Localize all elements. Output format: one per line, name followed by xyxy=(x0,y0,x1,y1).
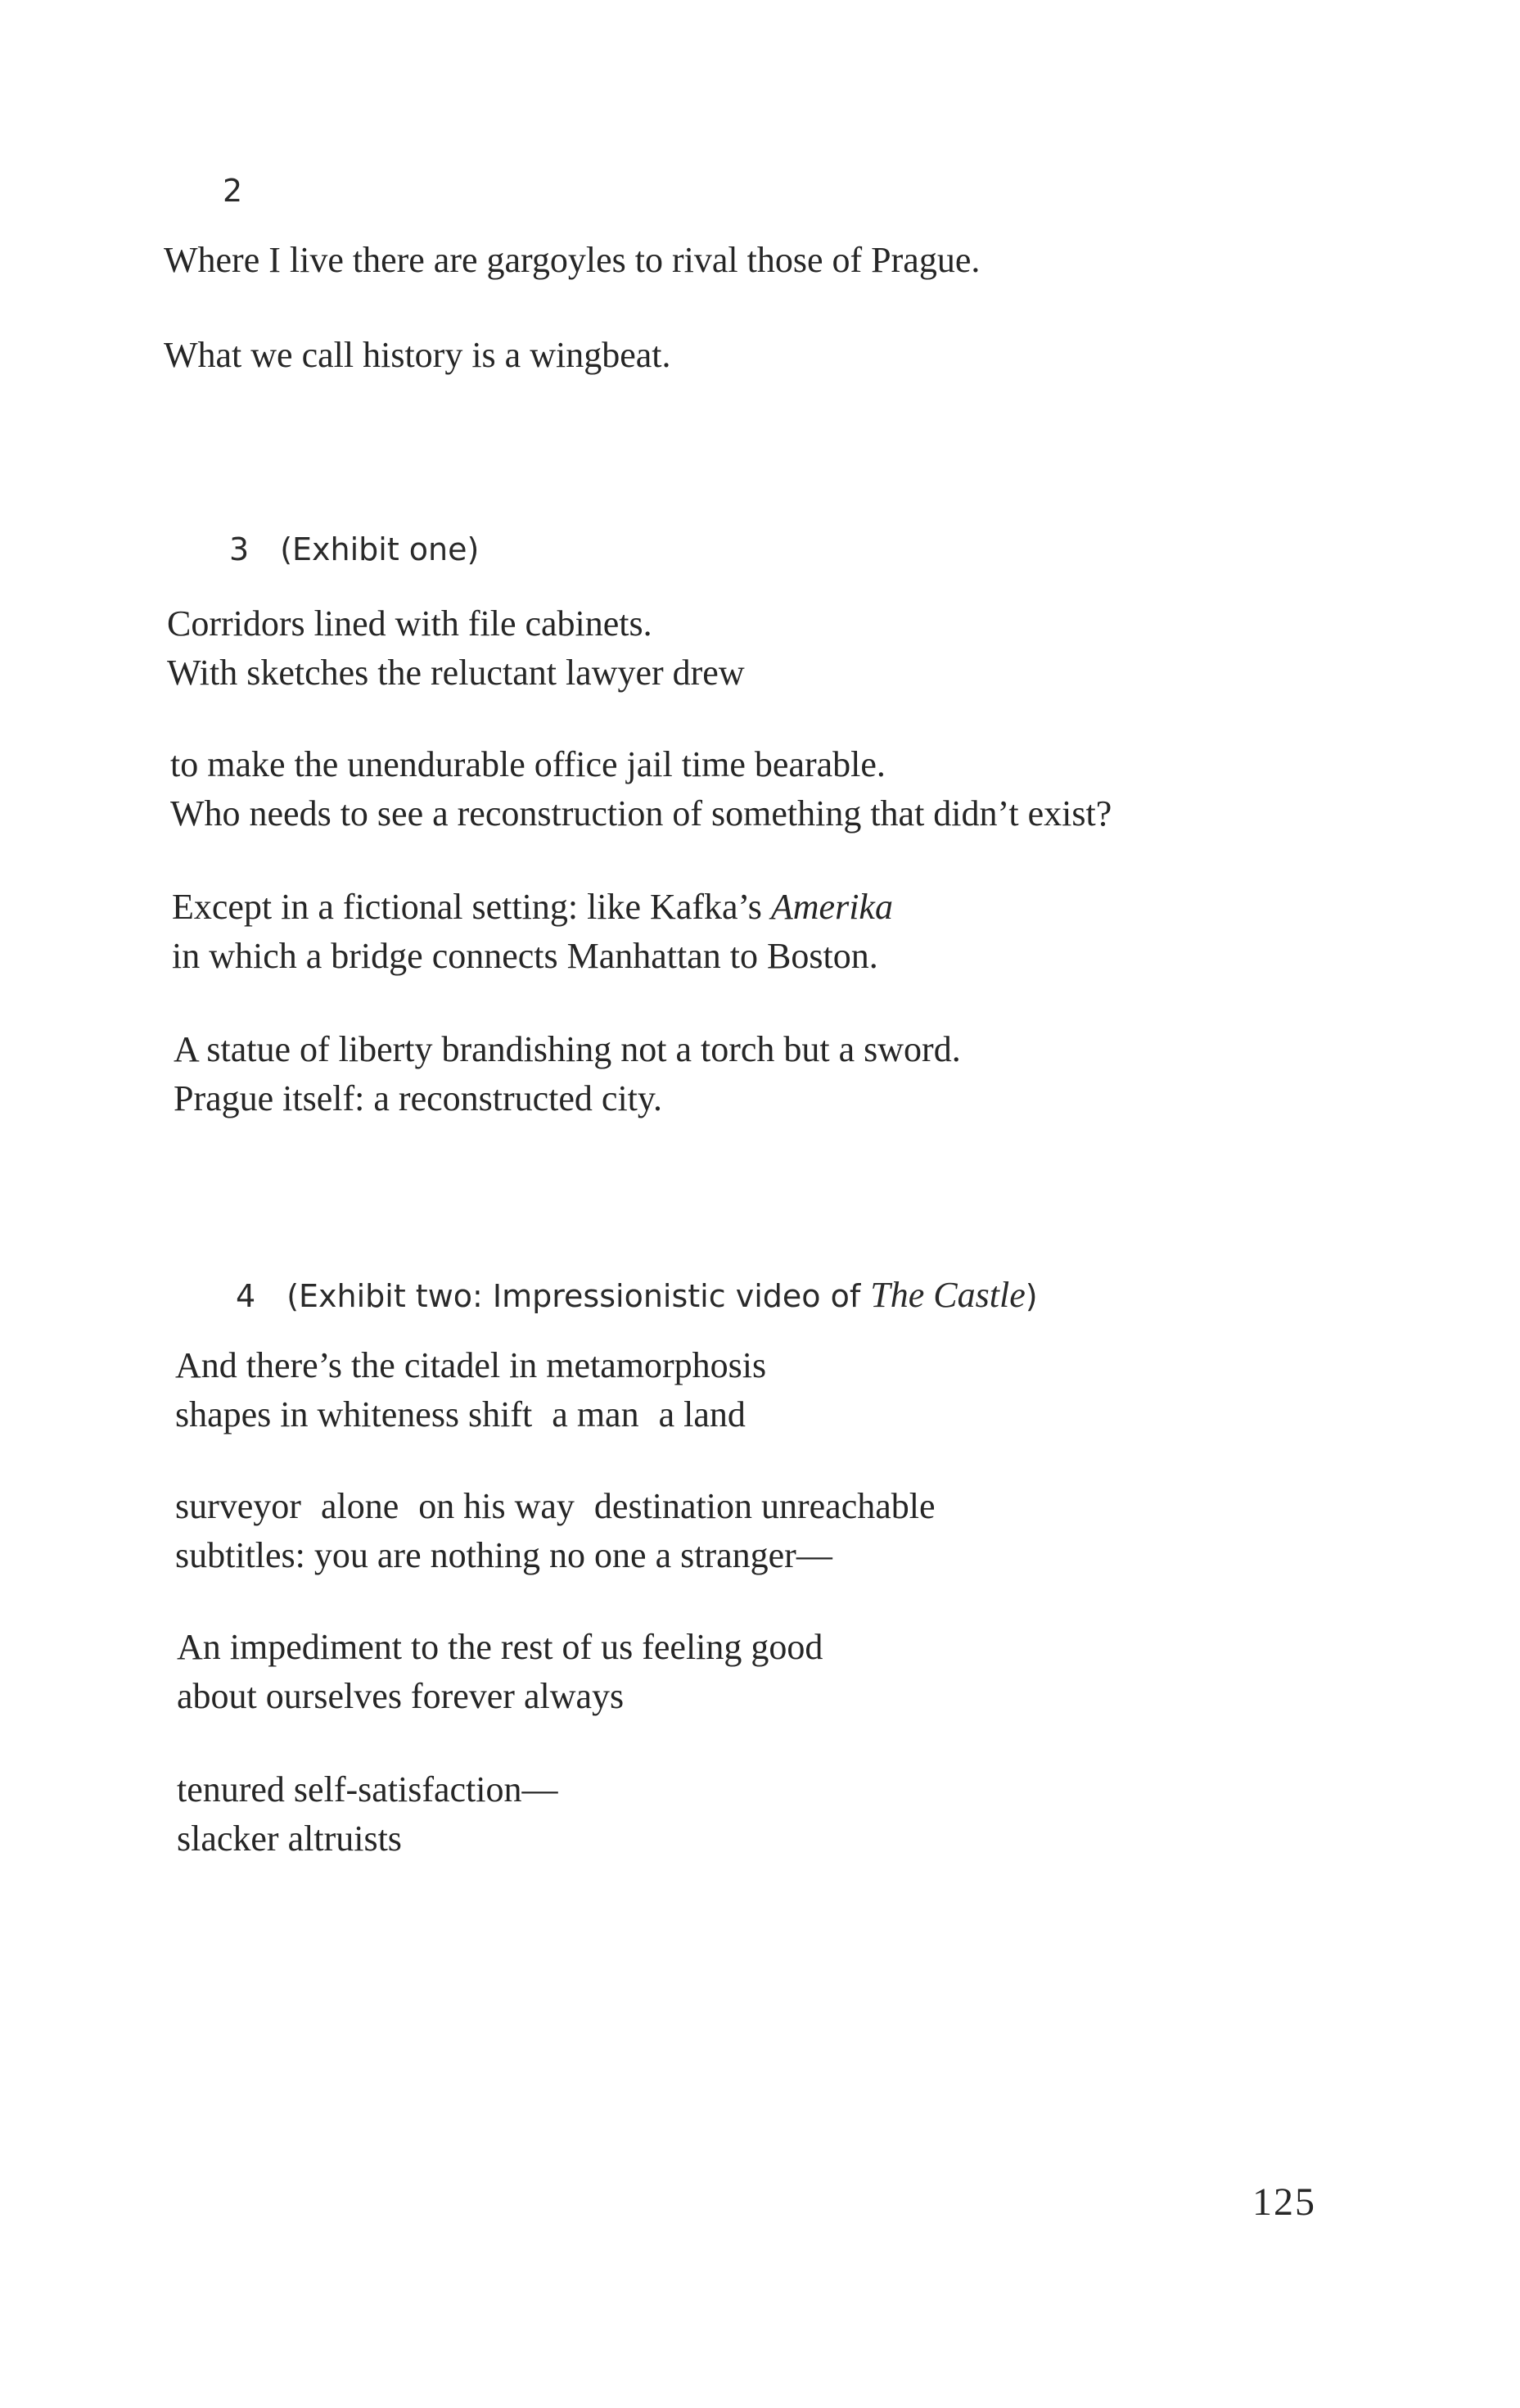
poem-fragment: destination unreachable xyxy=(593,1486,936,1526)
poem-line: subtitles: you are nothing no one a stranger— xyxy=(175,1535,832,1575)
poem-line-text: Except in a fictional setting: like Kafka’s xyxy=(172,887,762,927)
poem-line: to make the unendurable office jail time bearable. xyxy=(170,744,886,784)
poem-fragment: alone xyxy=(320,1486,399,1526)
section-number-2: 2 xyxy=(223,173,243,209)
book-title-amerika: Amerika xyxy=(770,887,893,927)
section-number-3: 3 xyxy=(229,531,250,567)
poem-line xyxy=(175,1486,936,1526)
poem-line: Where I live there are gargoyles to rival those of Prague. xyxy=(164,240,981,280)
poem-fragment: on his way xyxy=(418,1486,575,1526)
poem-line: With sketches the reluctant lawyer drew xyxy=(167,653,745,693)
poem-fragment: a man xyxy=(552,1394,639,1434)
poem-line: tenured self-satisfaction— xyxy=(177,1769,558,1809)
section-number-4: 4 xyxy=(236,1278,256,1314)
section-heading-3 xyxy=(229,531,480,567)
poem-line xyxy=(175,1394,746,1434)
poem-line xyxy=(172,889,893,925)
poem-fragment: a land xyxy=(658,1394,746,1434)
poem-line: What we call history is a wingbeat. xyxy=(164,335,671,375)
poem-fragment: shapes in whiteness shift xyxy=(175,1394,533,1434)
poem-line: Prague itself: a reconstructed city. xyxy=(174,1078,663,1118)
poem-line: Corridors lined with file cabinets. xyxy=(167,603,652,644)
poem-line: about ourselves forever always xyxy=(177,1676,625,1716)
section-heading-title: The Castle xyxy=(870,1275,1026,1315)
poem-line: in which a bridge connects Manhattan to Boston. xyxy=(172,936,878,976)
poem-line: And there’s the citadel in metamorphosis xyxy=(175,1345,767,1385)
section-heading-suffix: ) xyxy=(1025,1278,1038,1314)
poem-line: Who needs to see a reconstruction of something that didn’t exist? xyxy=(170,793,1112,834)
section-heading-text: (Exhibit one) xyxy=(280,531,480,567)
page-number: 125 xyxy=(1252,2180,1316,2224)
poem-line: A statue of liberty brandishing not a torch but a sword. xyxy=(174,1029,961,1069)
poem-line: slacker altruists xyxy=(177,1818,402,1859)
section-heading-prefix: (Exhibit two: Impressionistic video of xyxy=(286,1278,871,1314)
poem-fragment: surveyor xyxy=(175,1486,301,1526)
poem-line: An impediment to the rest of us feeling good xyxy=(177,1627,823,1667)
section-heading-4 xyxy=(236,1277,1038,1313)
